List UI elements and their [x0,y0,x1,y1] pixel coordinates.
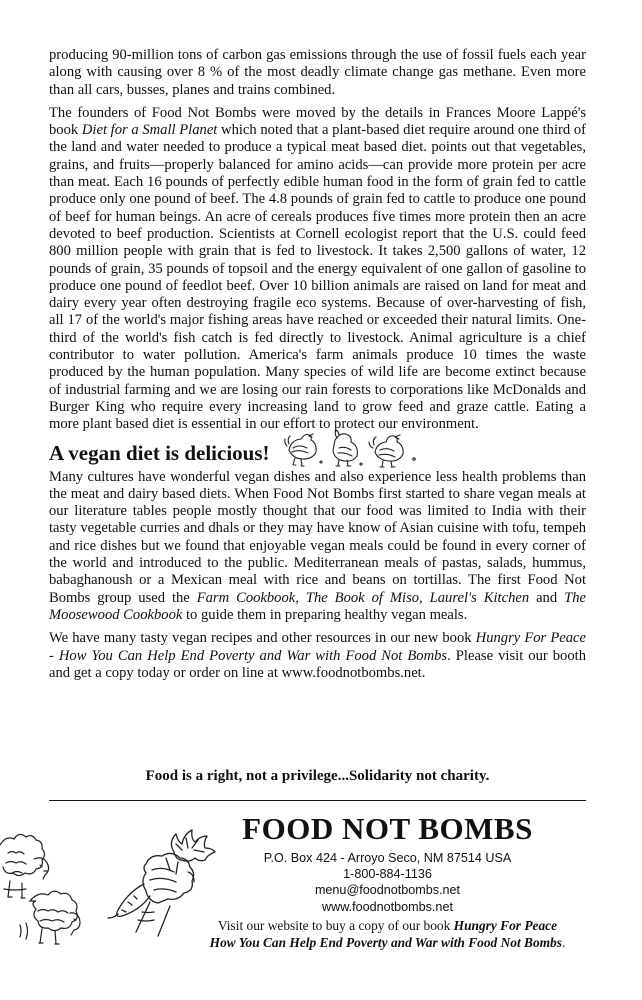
vegan-heading: A vegan diet is delicious! [49,440,270,465]
intro-paragraph: producing 90-million tons of carbon gas emissions through the use of fossil fuels each year along with causing over 8 % of the most deadly climate change gas methane. Even more than all cars, busses, planes and trains combined. [49,47,586,98]
po-box-address: P.O. Box 424 - Arroyo Seco, NM 87514 USA [263,851,512,865]
book-promo: Visit our website to buy a copy of our book Hungry For Peace How You Can Help End Poverty and War with Food Not Bombs. [209,917,566,950]
promo-book-subtitle: How You Can Help End Poverty and War with Food Not Bombs [209,934,562,950]
hungry-for-peace-title: Hungry For Peace - How You Can Help End Poverty and War with Food Not Bombs [49,630,586,664]
article-body [49,47,586,682]
phone-number: 1-800-884-1136 [343,867,432,882]
email-address[interactable]: menu@foodnotbombs.net [314,883,461,898]
sheep-illustration [0,815,82,945]
founders-paragraph: The founders of Food Not Bombs were moved by the details in Frances Moore Lappé's book Diet for a Small Planet which noted that a plant-based diet require around one third of the land and water needed to produce a typical meat based diet. points out that vegetables, grains, and fruits—properly balanced for amino acids—can provide more protein per acre than meat. Each 16 pounds of perfectly edible human food in the form of grain fed to cattle produce only one pound of beef. The 4.8 pounds of grain fed to cattle to produce one pound of beef for human beings. An acre of cereals produces five times more protein then an acre devoted to beef production. Scientists at Cornell ecologist report that the U.S. could feed 800 million people with grain that is fed to livestock. It takes 2,500 gallons of water, 12 pounds of grain, 35 pounds of topsoil and the energy equivalent of one gallon of gasoline to produce one pound of feedlot beef. Over 10 billion animals are raised on land for meat and dairy every year often destroying fragile eco systems. Because of over-harvesting of fish, all 17 of the world's major fishing areas have reached or exceeded their natural limits. One-third of the world's fish catch is fed directly to livestock. Animal agriculture is a chief contributor to water pollution. America's farm animals produce 10 times the waste produced by the human population. Many species of wild life are become extinct because of industrial farming and we are losing our rain forests to corporations like McDonalds and Burger King who require every increasing land to grow feed and graze cattle. Eating a more plant based diet is essential in our effort to protect our environment. [49,104,586,433]
book-title-diet-for-small-planet: Diet for a Small Planet [81,122,218,139]
org-name: FOOD NOT BOMBS [242,811,533,846]
slogan: Food is a right, not a privilege...Solidarity not charity. [145,768,490,784]
cookbook-titles: Farm Cookbook, The Book of Miso, Laurel's Kitchen [196,589,530,606]
moosewood-cookbook-title: The Moosewood Cookbook [49,589,586,623]
divider-rule [49,800,586,801]
recipes-paragraph: We have many tasty vegan recipes and other resources in our new book Hungry For Peace - How You Can Help End Poverty and War with Food Not Bombs. Please visit our booth and get a copy today or order on line at www.foodnotbombs.net. [49,630,586,681]
chickens-illustration [283,426,429,470]
vegan-paragraph: Many cultures have wonderful vegan dishes and also experience less health problems than the meat and dairy based diets. When Food Not Bombs first started to share vegan meals at our literature tables people mostly thought that our food was limited to India with their tasty vegetable curries and dhals or they may have know of Asian cuisine with tofu, tempeh and rice dishes but we found that enjoyable vegan meals could be found in every corner of the world and introduced to the public. Mediterranean meals of pastas, salads, hummus, babaghanoush or a Mexican meal with rice and beans on tortillas. The first Food Not Bombs group used the Farm Cookbook, The Book of Miso, Laurel's Kitchen and The Moosewood Cookbook to guide them in preparing healthy vegan meals. [49,468,586,623]
website-link[interactable]: www.foodnotbombs.net [322,899,453,914]
promo-book-title: Hungry For Peace [453,917,558,933]
footer-contact [180,812,595,951]
vegan-heading-row [49,440,586,467]
